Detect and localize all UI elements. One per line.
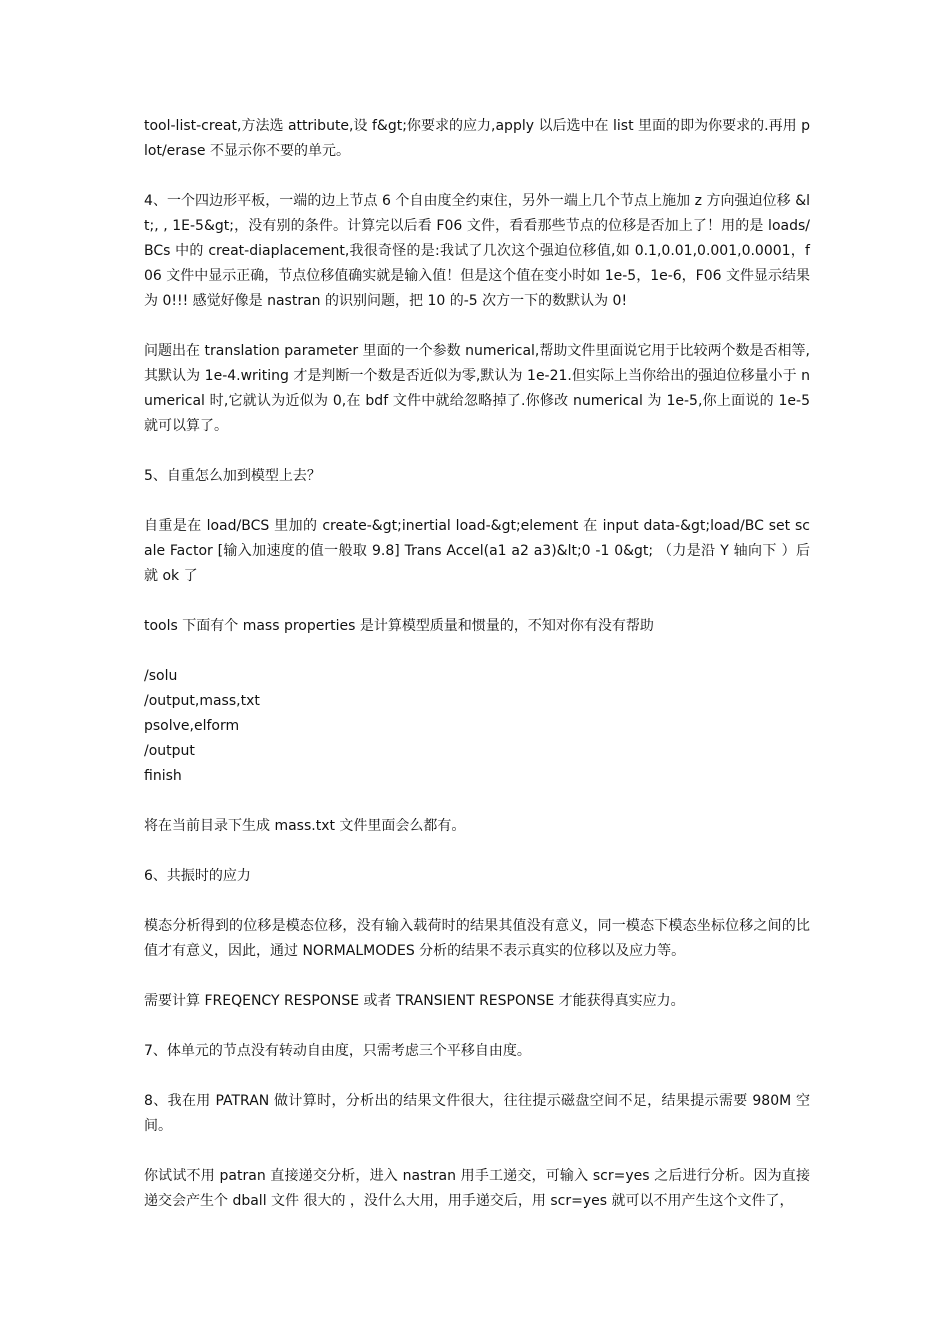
paragraph-tool-list: tool-list-creat,方法选 attribute,设 f&gt;你要求的应力,apply 以后选中在 list 里面的即为你要求的.再用 plot/erase 不显示你不要的单元。 [144, 118, 810, 159]
command-line: /output [144, 743, 195, 759]
command-line: /output,mass,txt [144, 693, 260, 709]
paragraph-q8-answer: 你试试不用 patran 直接递交分析，进入 nastran 用手工递交，可输入 scr=yes 之后进行分析。因为直接递交会产生个 dball 文件 很大的 ，没什么大用，用手递交后，用 scr=yes 就可以不用产生这个文件了， [144, 1168, 810, 1209]
paragraph-q6-response: 需要计算 FREQENCY RESPONSE 或者 TRANSIENT RESPONSE 才能获得真实应力。 [144, 993, 685, 1009]
heading-q8: 8、我在用 PATRAN 做计算时，分析出的结果文件很大，往往提示磁盘空间不足，结果提示需要 980M 空间。 [144, 1093, 810, 1134]
paragraph-mass-properties: tools 下面有个 mass properties 是计算模型质量和惯量的，不知对你有没有帮助 [144, 618, 654, 634]
command-block [144, 664, 810, 789]
command-line: finish [144, 768, 182, 784]
paragraph-mass-txt: 将在当前目录下生成 mass.txt 文件里面会么都有。 [144, 818, 466, 834]
heading-q7: 7、体单元的节点没有转动自由度，只需考虑三个平移自由度。 [144, 1043, 531, 1059]
paragraph-q5-answer: 自重是在 load/BCS 里加的 create-&gt;inertial load-&gt;element 在 input data-&gt;load/BC set scale Factor [输入加速度的值一般取 9.8] Trans Accel(a1 a2 a3)&lt;0 -1 0&gt; （力是沿 Y 轴向下 ）后就 ok 了 [144, 518, 810, 584]
paragraph-q6-answer: 模态分析得到的位移是模态位移，没有输入载荷时的结果其值没有意义，同一模态下模态坐标位移之间的比值才有意义，因此，通过 NORMALMODES 分析的结果不表示真实的位移以及应力等。 [144, 918, 810, 959]
command-line: psolve,elform [144, 718, 240, 734]
paragraph-q4-question: 4、一个四边形平板，一端的边上节点 6 个自由度全约束住，另外一端上几个节点上施加 z 方向强迫位移 &lt;, , 1E-5&gt;，没有别的条件。计算完以后看 F06 文件，看看那些节点的位移是否加上了！用的是 loads/BCs 中的 creat-diaplacement,我很奇怪的是:我试了几次这个强迫位移值,如 0.1,0.01,0.001,0.0001，f06 文件中显示正确，节点位移值确实就是输入值！但是这个值在变小时如 1e-5，1e-6，F06 文件显示结果为 0!!! 感觉好像是 nastran 的识别问题，把 10 的-5 次方一下的数默认为 0! [144, 193, 810, 309]
heading-q6: 6、共振时的应力 [144, 868, 251, 884]
document-page [144, 114, 810, 1239]
paragraph-q4-answer: 问题出在 translation parameter 里面的一个参数 numerical,帮助文件里面说它用于比较两个数是否相等,其默认为 1e-4.writing 才是判断一个数是否近似为零,默认为 1e-21.但实际上当你给出的强迫位移量小于 numerical 时,它就认为近似为 0,在 bdf 文件中就给忽略掉了.你修改 numerical 为 1e-5,你上面说的 1e-5 就可以算了。 [144, 343, 810, 434]
heading-q5: 5、自重怎么加到模型上去？ [144, 468, 321, 484]
command-line: /solu [144, 668, 178, 684]
